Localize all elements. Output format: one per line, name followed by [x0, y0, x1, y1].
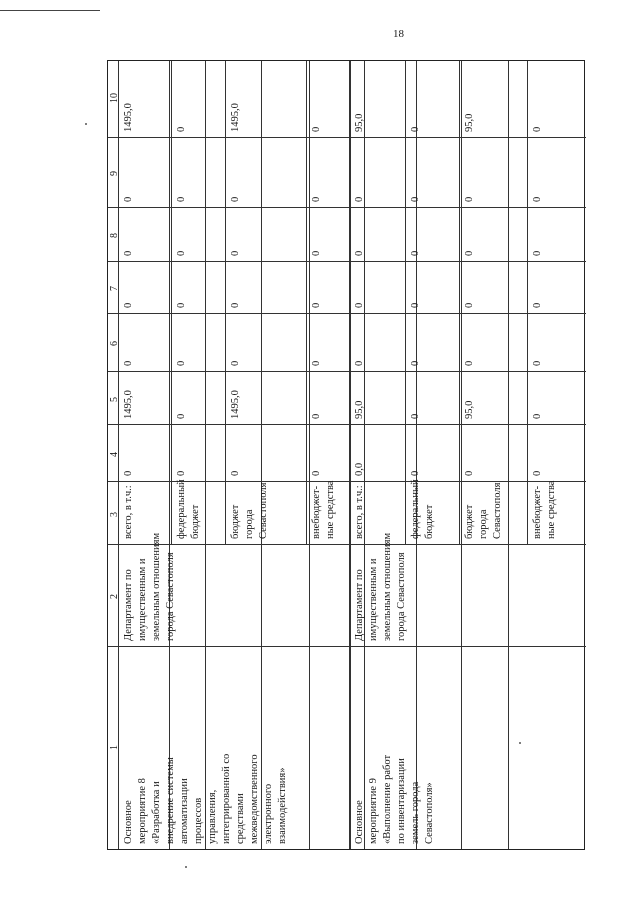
funding-source-line: Севастополя	[258, 482, 269, 539]
event-name-line: интегрированной со	[221, 753, 232, 844]
amount-cell: 0	[230, 470, 241, 476]
amount-cell: 0	[410, 250, 421, 256]
funding-source-line: бюджет	[190, 504, 201, 539]
event-name-line: средствами	[235, 793, 246, 844]
amount-cell: 0	[123, 250, 134, 256]
amount-cell: 0	[354, 250, 365, 256]
column-divider	[205, 61, 206, 849]
amount-cell: 95,0	[464, 113, 475, 132]
scan-speck	[85, 123, 87, 125]
column-number: 8	[109, 233, 120, 238]
header-divider	[108, 371, 118, 372]
column-number: 7	[109, 286, 120, 291]
event-executor-line: земельным отношениям	[382, 532, 393, 641]
amount-cell: 0	[311, 470, 322, 476]
body-band-divider	[118, 137, 586, 138]
column-number: 10	[109, 93, 120, 103]
event-executor-line: имущественным и	[368, 558, 379, 641]
funding-source	[531, 481, 559, 539]
funding-source-line: ные средства	[546, 480, 557, 539]
amount-cell: 0	[532, 126, 543, 132]
funding-source-line: бюджет	[424, 504, 435, 539]
funding-source-line: внебюджет-	[532, 485, 543, 539]
funding-source	[353, 485, 367, 539]
amount-cell: 0	[123, 360, 134, 366]
amount-cell: 95,0	[464, 400, 475, 419]
column-divider	[261, 61, 262, 849]
amount-cell: 0	[230, 360, 241, 366]
event-name-line: Основное	[123, 800, 134, 844]
amount-cell: 0	[176, 360, 187, 366]
funding-source	[175, 479, 203, 539]
rotated-budget-table	[107, 60, 585, 850]
column-number: 3	[109, 511, 120, 517]
top-left-rule	[0, 10, 100, 11]
funding-source-line: города	[244, 509, 255, 539]
amount-cell: 0	[532, 302, 543, 308]
funding-source-line: ные средства	[325, 480, 336, 539]
amount-cell: 0	[311, 250, 322, 256]
header-divider	[108, 137, 118, 138]
column-number: 6	[109, 341, 120, 346]
amount-cell: 0	[410, 302, 421, 308]
amount-cell: 0	[176, 196, 187, 202]
amount-cell: 0	[230, 196, 241, 202]
amount-cell: 0	[123, 470, 134, 476]
funding-source	[310, 481, 338, 539]
column-divider	[364, 61, 365, 849]
header-divider	[108, 261, 118, 262]
event-divider	[349, 61, 351, 849]
amount-cell: 0	[464, 360, 475, 366]
amount-cell: 1495,0	[123, 103, 134, 132]
funding-source-line: бюджет	[464, 504, 475, 539]
amount-cell: 0	[464, 302, 475, 308]
funding-source-line: бюджет	[230, 504, 241, 539]
amount-cell: 0	[176, 302, 187, 308]
amount-cell: 0	[354, 302, 365, 308]
column-divider	[508, 61, 509, 849]
row-divider	[306, 61, 307, 544]
funding-source-line: внебюджет-	[311, 485, 322, 539]
event-name-line: по инвентаризации	[396, 758, 407, 844]
amount-cell: 1495,0	[230, 390, 241, 419]
event-name	[353, 755, 437, 844]
amount-cell: 0	[410, 470, 421, 476]
body-band-divider	[118, 261, 586, 262]
header-divider	[108, 646, 118, 647]
event-name-line: внедрение системы	[165, 757, 176, 844]
event-executor-line: имущественным и	[137, 558, 148, 641]
event-name-line: автоматизации	[179, 778, 190, 844]
amount-cell: 0	[532, 360, 543, 366]
amount-cell: 0	[410, 413, 421, 419]
body-band-divider	[118, 207, 586, 208]
amount-cell: 0	[230, 302, 241, 308]
amount-cell: 0	[311, 196, 322, 202]
header-divider	[108, 481, 118, 482]
amount-cell: 0	[311, 302, 322, 308]
event-name-line: электронного	[263, 783, 274, 844]
amount-cell: 0	[410, 360, 421, 366]
amount-cell: 0	[176, 126, 187, 132]
event-executor-line: города Севастополя	[396, 552, 407, 641]
row-divider	[527, 61, 528, 544]
column-number: 2	[109, 594, 120, 599]
amount-cell: 0	[354, 360, 365, 366]
event-name-line: межведомственного	[249, 754, 260, 844]
event-executor-line: города Севастополя	[165, 552, 176, 641]
amount-cell: 0	[176, 413, 187, 419]
event-executor-line: Департамент по	[123, 569, 134, 641]
event-executor-line: Департамент по	[354, 569, 365, 641]
amount-cell: 0	[123, 196, 134, 202]
amount-cell: 0	[464, 470, 475, 476]
body-band-divider	[118, 544, 586, 545]
funding-source	[122, 485, 136, 539]
page-number: 18	[393, 28, 404, 40]
scan-speck	[185, 866, 187, 868]
amount-cell: 0	[464, 250, 475, 256]
body-band-divider	[118, 646, 586, 647]
funding-source-line: федеральный	[176, 479, 187, 539]
funding-source-line: Севастополя	[492, 482, 503, 539]
amount-cell: 0	[532, 250, 543, 256]
event-name-line: земель города	[410, 781, 421, 844]
amount-cell: 95,0	[354, 113, 365, 132]
amount-cell: 0	[311, 360, 322, 366]
amount-cell: 0	[123, 302, 134, 308]
event-name-line: Основное	[354, 800, 365, 844]
header-divider	[108, 544, 118, 545]
event-executor	[122, 533, 178, 641]
scan-speck	[519, 742, 521, 744]
funding-source	[463, 483, 505, 539]
amount-cell: 0	[410, 196, 421, 202]
amount-cell: 1495,0	[123, 390, 134, 419]
event-name-line: взаимодействия»	[277, 767, 288, 844]
amount-cell: 0	[354, 196, 365, 202]
amount-cell: 0	[176, 250, 187, 256]
amount-cell: 0	[532, 470, 543, 476]
row-divider	[405, 61, 406, 544]
event-name-line: «Разработка и	[151, 781, 162, 844]
row-divider	[225, 61, 226, 544]
column-divider	[309, 61, 310, 849]
funding-source-line: всего, в т.ч.:	[123, 485, 134, 539]
event-executor	[353, 533, 409, 641]
column-number: 5	[109, 396, 120, 402]
amount-cell: 0	[311, 126, 322, 132]
funding-source-line: города	[478, 509, 489, 539]
row-divider	[459, 61, 460, 544]
column-number: 9	[109, 171, 120, 176]
event-name-line: управления,	[207, 789, 218, 844]
amount-cell: 0	[311, 413, 322, 419]
column-divider	[416, 61, 417, 849]
event-name-line: мероприятие 8	[137, 778, 148, 844]
funding-source-line: всего, в т.ч.:	[354, 485, 365, 539]
body-band-divider	[118, 313, 586, 314]
funding-source	[409, 479, 437, 539]
column-divider	[461, 61, 462, 849]
amount-cell: 0	[532, 413, 543, 419]
column-number: 1	[109, 745, 120, 750]
amount-cell: 0	[532, 196, 543, 202]
event-name-line: «Выполнение работ	[382, 754, 393, 844]
funding-source-line: федеральный	[410, 479, 421, 539]
event-executor-line: земельным отношениям	[151, 532, 162, 641]
header-divider	[108, 424, 118, 425]
amount-cell: 95,0	[354, 400, 365, 419]
event-name-line: процессов	[193, 797, 204, 844]
row-divider	[171, 61, 172, 544]
event-name-line: мероприятие 9	[368, 778, 379, 844]
header-divider	[108, 313, 118, 314]
body-band-divider	[118, 371, 586, 372]
event-name	[122, 754, 290, 844]
funding-source	[229, 483, 271, 539]
amount-cell: 0	[176, 470, 187, 476]
amount-cell: 0	[230, 250, 241, 256]
event-name-line: Севастополя»	[424, 782, 435, 844]
amount-cell: 0	[410, 126, 421, 132]
amount-cell: 1495,0	[230, 103, 241, 132]
body-band-divider	[118, 424, 586, 425]
amount-cell: 0,0	[354, 462, 365, 476]
header-divider	[108, 207, 118, 208]
column-divider	[169, 61, 170, 849]
column-number: 4	[109, 451, 120, 457]
amount-cell: 0	[464, 196, 475, 202]
